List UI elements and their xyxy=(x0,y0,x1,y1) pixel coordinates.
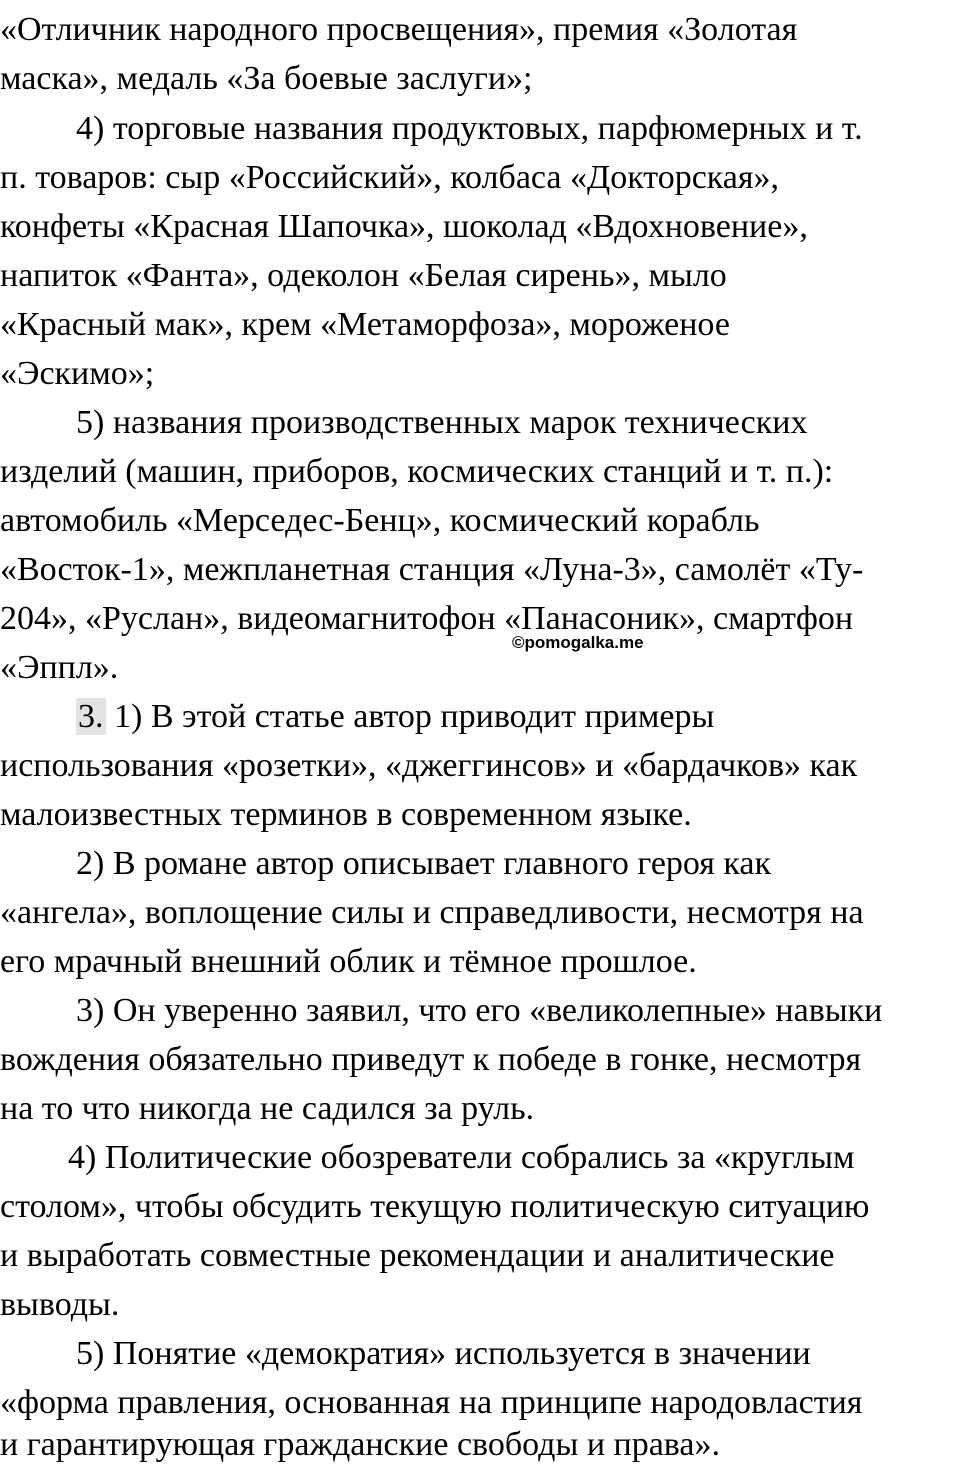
text-line: 5) названия производственных марок технических xyxy=(76,404,808,441)
text-line: использования «розетки», «джеггинсов» и «бардачков» как xyxy=(0,747,858,784)
text-line: «Эппл». xyxy=(0,649,119,686)
task-text: 1) В этой статье автор приводит примеры xyxy=(114,698,715,735)
text-line: на то что никогда не садился за руль. xyxy=(0,1090,535,1127)
text-line: 4) торговые названия продуктовых, парфюмерных и т. xyxy=(76,110,863,147)
text-line: автомобиль «Мерседес-Бенц», космический корабль xyxy=(0,502,760,539)
text-line: 2) В романе автор описывает главного героя как xyxy=(76,845,772,882)
text-line: конфеты «Красная Шапочка», шоколад «Вдохновение», xyxy=(0,208,808,245)
text-line: столом», чтобы обсудить текущую политическую ситуацию xyxy=(0,1188,870,1225)
text-line: 5) Понятие «демократия» используется в значении xyxy=(76,1335,811,1372)
text-line: выводы. xyxy=(0,1286,120,1323)
text-line: «ангела», воплощение силы и справедливости, несмотря на xyxy=(0,894,864,931)
text-line: и выработать совместные рекомендации и аналитические xyxy=(0,1237,835,1274)
watermark: ©pomogalka.me xyxy=(512,633,644,652)
text-line: «Красный мак», крем «Метаморфоза», мороженое xyxy=(0,306,730,343)
text-line: п. товаров: сыр «Российский», колбаса «Докторская», xyxy=(0,159,780,196)
text-line: «форма правления, основанная на принципе народовластия xyxy=(0,1384,863,1421)
text-line: 4) Политические обозреватели собрались за «круглым xyxy=(68,1139,855,1176)
text-line: 204», «Руслан», видеомагнитофон «Панасоник», смартфон xyxy=(0,600,854,637)
text-line: «Эскимо»; xyxy=(0,355,155,392)
text-line: 3) Он уверенно заявил, что его «великолепные» навыки xyxy=(76,992,883,1029)
text-line: маска», медаль «За боевые заслуги»; xyxy=(0,60,533,97)
text-line: напиток «Фанта», одеколон «Белая сирень», мыло xyxy=(0,257,727,294)
text-line: «Отличник народного просвещения», премия «Золотая xyxy=(0,11,798,48)
text-line: его мрачный внешний облик и тёмное прошлое. xyxy=(0,943,697,980)
text-line: и гарантирующая гражданские свободы и права». xyxy=(0,1426,720,1463)
task-number: 3. xyxy=(78,698,104,735)
text-line: изделий (машин, приборов, космических станций и т. п.): xyxy=(0,453,834,490)
text-line: «Восток-1», межпланетная станция «Луна-3», самолёт «Ту- xyxy=(0,551,864,588)
task-line xyxy=(76,697,714,737)
text-line: вождения обязательно приведут к победе в гонке, несмотря xyxy=(0,1041,862,1078)
text-line: малоизвестных терминов в современном языке. xyxy=(0,796,692,833)
